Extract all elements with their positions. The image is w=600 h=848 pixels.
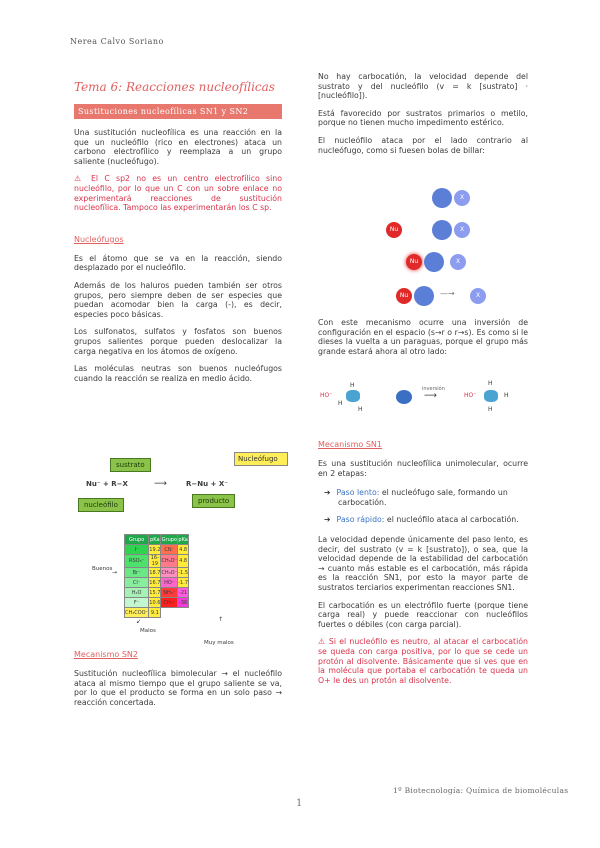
inversion-arrow: ⟶ <box>424 391 437 401</box>
table-cell: H₂O <box>125 588 149 598</box>
sn2-paragraph: Sustitución nucleofílica bimolecular → el nucleófilo ataca al mismo tiempo que el grupo saliente se va, por lo que el producto se forma en un solo paso → reacción concertada. <box>74 669 282 707</box>
motion-arrow: —→ <box>440 289 455 298</box>
table-cell: NH₂⁻ <box>161 588 178 598</box>
x-ball: X <box>470 288 486 304</box>
table-header: pKa <box>150 536 160 543</box>
table-row <box>125 588 189 598</box>
center-ball <box>414 286 434 306</box>
malos-label: Malos <box>140 628 156 634</box>
table-cell: CN⁻ <box>161 545 178 555</box>
left-column <box>74 80 282 383</box>
table-header-row <box>125 535 189 545</box>
table-cell: -1.7 <box>178 579 189 586</box>
x-ball: X <box>454 190 470 206</box>
table-row <box>125 578 189 588</box>
attack-paragraph: El nucleófilo ataca por el lado contrario al nucleófugo, como si fuesen bolas de billar: <box>318 135 528 155</box>
bullet-arrow: ➔ <box>324 515 331 525</box>
table-header: Grupo <box>161 536 177 543</box>
inversion-paragraph-box <box>318 318 528 356</box>
section-banner: Sustituciones nucleofílicas SN1 y SN2 <box>74 104 282 119</box>
buenos-label: Buenos <box>92 566 113 572</box>
left-equation: Nu⁻ + R−X <box>86 480 128 488</box>
carbocation-paragraph: El carbocatión es un electrófilo fuerte (porque tiene carga real) y puede reaccionar con nucleófilos fuertes o débiles (con carga parcial). <box>318 600 528 629</box>
reaction-scheme <box>74 450 286 514</box>
producto-label: producto <box>192 494 235 508</box>
carbon-atom <box>484 390 498 402</box>
nu-ball: Nu <box>396 288 412 304</box>
muy-malos-label: Muy malos <box>204 640 234 646</box>
step-1-label: Paso lento: <box>336 488 380 498</box>
nu-ball: Nu <box>406 254 422 270</box>
table-cell: RSO₃⁻ <box>125 555 149 568</box>
table-cell: -36 <box>179 599 188 606</box>
table-cell: 10.6 <box>149 599 161 606</box>
table-cell: Cl⁻ <box>125 578 149 588</box>
rate-paragraph: No hay carbocatión, la velocidad depende del sustrato y del nucleófilo (v = k [sustrato] · [nucleófilo]). <box>318 72 528 101</box>
nucleofilo-label: nucleófilo <box>78 498 124 512</box>
sn2-heading: Mecanismo SN2 <box>74 650 138 659</box>
nucleofugos-p4: Las moléculas neutras son buenos nucleófugos cuando la reacción se realiza en medio ácido. <box>74 364 282 383</box>
table-row <box>125 608 189 618</box>
intro-paragraph: Una sustitución nucleofílica es una reacción en la que un nucleófilo (rico en electrones) ataca un carbono electrofílico y reemplaza a un grupo saliente (nucleófugo). <box>74 128 282 166</box>
table-cell: -1.5 <box>178 569 189 576</box>
step-2 <box>318 515 528 525</box>
h-label: H <box>358 406 363 413</box>
table-row <box>125 545 189 555</box>
malos-arrow: ↙ <box>136 618 142 625</box>
table-row <box>125 555 189 568</box>
nucleofugos-heading: Nucleófugos <box>74 234 124 244</box>
nucleofugos-p2: Además de los haluros pueden también ser otros grupos, pero siempre deben de ser especies que puedan acomodar bien la carga (-), es decir, especies poco básicas. <box>74 280 282 319</box>
neutral-warning: ⚠ Si el nucleófilo es neutro, al atacar el carbocatión se queda con carga positiva, por lo que se cede un protón al disolvente. Básicamente que si ves que en la molécula que portaba el carbocatión te queda un O+ le des un protón al disolvente. <box>318 637 528 685</box>
table-cell: CH₃O⁻ <box>161 555 178 568</box>
table-cell: 4.8 <box>178 555 189 568</box>
page-title: Tema 6: Reacciones nucleofílicas <box>74 80 275 94</box>
center-ball <box>432 188 452 208</box>
table-header: pKa <box>178 536 188 543</box>
step-1-text: el nucleófugo sale, formando un carbocatión. <box>338 488 508 507</box>
table-cell: F⁻ <box>125 598 149 608</box>
table-row <box>125 568 189 578</box>
table-cell: CH₃COO⁻ <box>125 609 149 616</box>
page-number: 1 <box>296 798 303 809</box>
transition-state <box>396 390 412 404</box>
step-2-label: Paso rápido: <box>336 515 385 525</box>
table-cell: 15.7 <box>149 589 161 596</box>
inversion-paragraph: Con este mecanismo ocurre una inversión de configuración en el espacio (s→r o r→s). Es como si le dieses la vuelta a un paraguas, porque el grupo más grande estará ahora al otro lado: <box>318 318 528 356</box>
arrow-label: inversión <box>422 386 445 392</box>
table-cell: 16-19 <box>150 555 159 567</box>
sn2-section <box>74 650 282 707</box>
table-row <box>125 598 189 608</box>
ho-label: HO⁻ <box>464 392 477 399</box>
warning-note: ⚠ El C sp2 no es un centro electrofílico sino nucleófilo, por lo que un C con un sobre enlace no experimentará reacciones de sustitución nucleofílica. Tampoco las experimentarán los C sp. <box>74 174 282 213</box>
h-label: H <box>488 406 493 413</box>
table-cell: I⁻ <box>125 545 149 555</box>
nucleofugo-tag: Nucleófugo <box>234 452 288 466</box>
step-2-text: el nucleófilo ataca al carbocatión. <box>384 515 519 525</box>
table-header: Grupo <box>125 535 149 545</box>
table-cell: 18.7 <box>149 569 161 576</box>
table-cell: -21 <box>179 589 188 596</box>
sn1-intro: Es una sustitución nucleofílica unimolecular, ocurre en 2 etapas: <box>318 459 528 478</box>
table-cell: 9.1 <box>149 608 161 618</box>
h-label: H <box>488 380 493 387</box>
table-cell: Br⁻ <box>125 568 149 578</box>
nucleofugos-p1: Es el átomo que se va en la reacción, siendo desplazado por el nucleófilo. <box>74 253 282 273</box>
ho-label: HO⁻ <box>320 392 333 399</box>
author-name: Nerea Calvo Soriano <box>70 37 164 46</box>
carbon-atom <box>346 390 360 402</box>
x-ball: X <box>454 222 470 238</box>
reaction-arrow: ⟶ <box>154 479 167 489</box>
sn1-section <box>318 440 528 685</box>
table-cell: CH₃O⁻ <box>161 569 178 576</box>
pka-table <box>124 534 189 618</box>
sn1-rate-paragraph: La velocidad depende únicamente del paso lento, es decir, del sustrato (v = k [sustrato]), o sea, que la velocidad depende de la estabilidad del carbocatión → cuanto más estable es el carbocatión, más rápida es la reacción SN1, por esto la mayor parte de sustratos terciarios experimentan reacciones SN1. <box>318 534 528 592</box>
center-ball <box>432 220 452 240</box>
x-ball: X <box>450 254 466 270</box>
course-footer: 1º Biotecnología: Química de biomoléculas <box>393 786 569 795</box>
billiard-diagram <box>380 186 490 310</box>
substrate-paragraph: Está favorecido por sustratos primarios o metilo, porque no tienen mucho impedimento estérico. <box>318 108 528 128</box>
buenos-arrow: → <box>112 569 118 576</box>
table-cell: 19.2 <box>149 546 161 553</box>
table-cell: 16.7 <box>149 579 161 586</box>
table-cell: 4.8 <box>179 546 188 553</box>
sn1-heading: Mecanismo SN1 <box>318 440 382 449</box>
bullet-arrow: ➔ <box>324 488 331 498</box>
table-cell <box>178 608 189 618</box>
h-label: H <box>338 400 343 407</box>
nucleofugos-p3: Los sulfonatos, sulfatos y fosfatos son buenos grupos salientes porque pueden deslocalizar la carga negativa en los átomos de oxígeno. <box>74 327 282 356</box>
sustrato-label: sustrato <box>110 458 151 472</box>
table-cell: HO⁻ <box>161 578 178 588</box>
right-equation: R−Nu + X⁻ <box>186 480 228 488</box>
inversion-diagram <box>318 378 528 424</box>
h-label: H <box>350 382 355 389</box>
right-column <box>318 72 528 155</box>
muy-malos-arrow: ↑ <box>218 616 224 623</box>
nu-ball: Nu <box>386 222 402 238</box>
table-cell <box>161 608 178 618</box>
table-cell: CH₃⁻ <box>161 598 178 608</box>
center-ball <box>424 252 444 272</box>
h-label: H <box>504 392 509 399</box>
step-1 <box>318 488 528 507</box>
